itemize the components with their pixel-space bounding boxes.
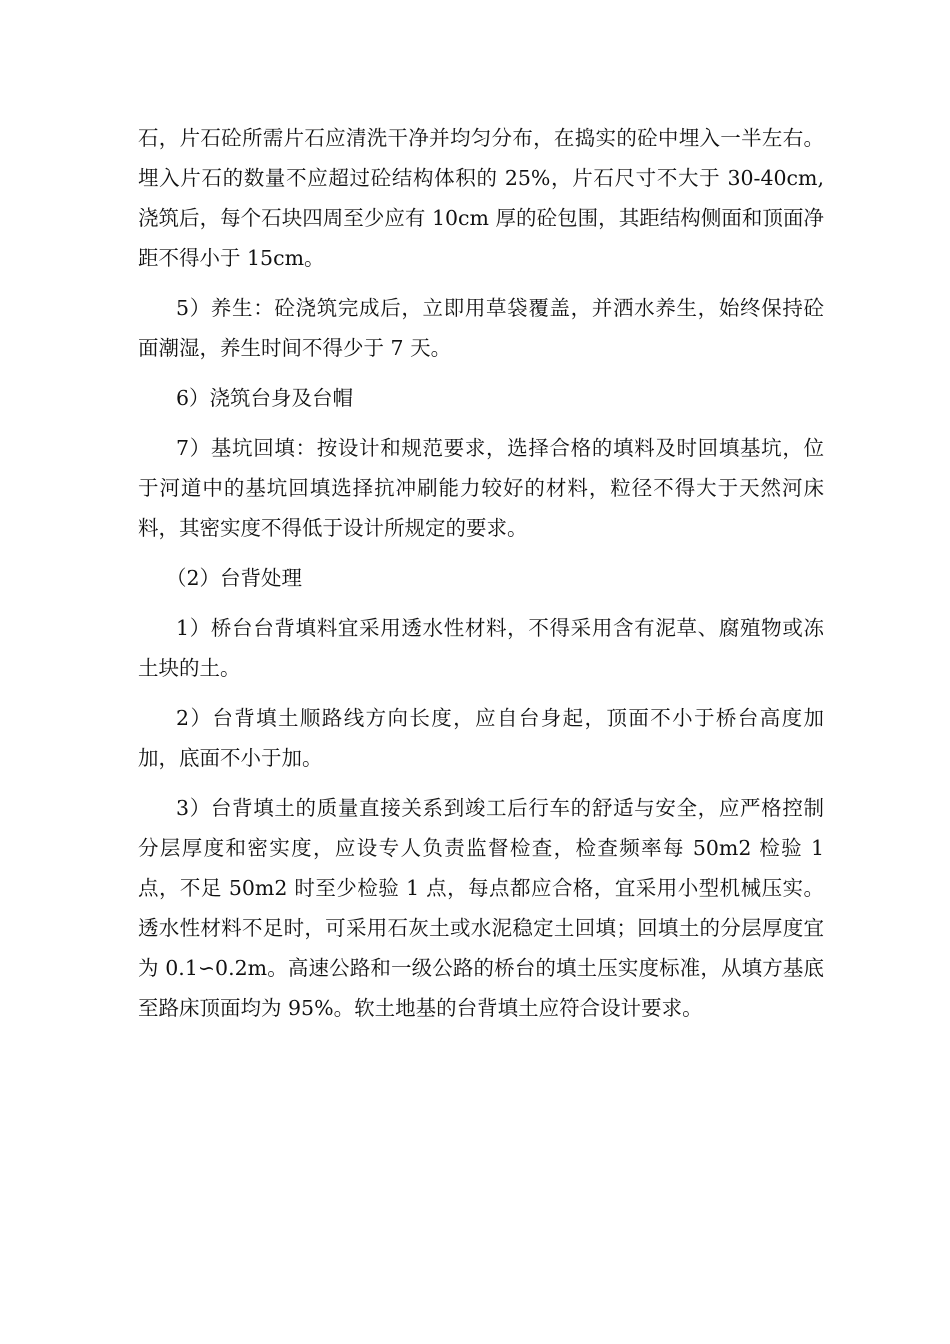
section-heading-abutment-back: （2）台背处理 — [166, 566, 303, 590]
paragraph-curing: 5）养生：砼浇筑完成后，立即用草袋覆盖，并洒水养生，始终保持砼面潮湿，养生时间不得少于 7 天。 — [138, 296, 824, 360]
paragraph-fill-length: 2）台背填土顺路线方向长度，应自台身起，顶面不小于桥台高度加加，底面不小于加。 — [138, 706, 824, 770]
paragraph-pour-abutment: 6）浇筑台身及台帽 — [176, 386, 354, 410]
paragraph-fill-quality: 3）台背填土的质量直接关系到竣工后行车的舒适与安全，应严格控制分层厚度和密实度，应设专人负责监督检查，检查频率每 50m2 检验 1 点，不足 50m2 时至少检验 1 点，每点都应合格，宜采用小型机械压实。透水性材料不足时，可采用石灰土或水泥稳定土回填；回填土的分层厚度宜为 0.1∽0.2m。高速公路和一级公路的桥台的填土压实度标准，从填方基底至路床顶面均为 95%。软土地基的台背填土应符合设计要求。 — [138, 796, 824, 1020]
paragraph-continued-text: 石，片石砼所需片石应清洗干净并均匀分布，在捣实的砼中埋入一半左右。埋入片石的数量不应超过砼结构体积的 25%，片石尺寸不大于 30-40cm,浇筑后，每个石块四周至少应有 10cm 厚的砼包围，其距结构侧面和顶面净距不得小于 15cm。 — [138, 126, 824, 270]
paragraph-backfill: 7）基坑回填：按设计和规范要求，选择合格的填料及时回填基坑，位于河道中的基坑回填选择抗冲刷能力较好的材料，粒径不得大于天然河床料，其密实度不得低于设计所规定的要求。 — [138, 436, 824, 540]
document-body — [138, 118, 824, 1038]
paragraph-fill-material: 1）桥台台背填料宜采用透水性材料，不得采用含有泥草、腐殖物或冻土块的土。 — [138, 616, 824, 680]
